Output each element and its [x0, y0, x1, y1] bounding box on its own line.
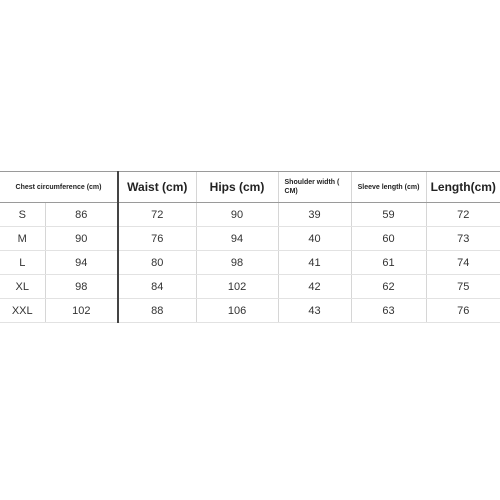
shoulder-cell: 41	[278, 251, 351, 275]
hips-cell: 94	[196, 227, 278, 251]
size-cell: S	[0, 203, 45, 227]
size-cell: L	[0, 251, 45, 275]
header-chest: Chest circumference (cm)	[0, 172, 118, 203]
length-cell: 76	[426, 299, 500, 323]
waist-cell: 72	[118, 203, 196, 227]
chest-cell: 94	[45, 251, 118, 275]
size-chart	[0, 171, 500, 321]
size-cell: XL	[0, 275, 45, 299]
table-row	[0, 275, 500, 299]
chest-cell: 98	[45, 275, 118, 299]
size-cell: M	[0, 227, 45, 251]
size-chart-table	[0, 171, 500, 323]
chest-cell: 90	[45, 227, 118, 251]
waist-cell: 88	[118, 299, 196, 323]
waist-cell: 80	[118, 251, 196, 275]
sleeve-cell: 60	[351, 227, 426, 251]
table-row	[0, 227, 500, 251]
sleeve-cell: 61	[351, 251, 426, 275]
length-cell: 72	[426, 203, 500, 227]
header-hips: Hips (cm)	[196, 172, 278, 203]
sleeve-cell: 63	[351, 299, 426, 323]
header-waist: Waist (cm)	[118, 172, 196, 203]
sleeve-cell: 59	[351, 203, 426, 227]
length-cell: 75	[426, 275, 500, 299]
shoulder-cell: 42	[278, 275, 351, 299]
chest-cell: 102	[45, 299, 118, 323]
size-cell: XXL	[0, 299, 45, 323]
header-row	[0, 172, 500, 203]
header-sleeve: Sleeve length (cm)	[351, 172, 426, 203]
table-row	[0, 251, 500, 275]
waist-cell: 76	[118, 227, 196, 251]
hips-cell: 102	[196, 275, 278, 299]
shoulder-cell: 43	[278, 299, 351, 323]
table-row	[0, 203, 500, 227]
chest-cell: 86	[45, 203, 118, 227]
hips-cell: 106	[196, 299, 278, 323]
shoulder-cell: 40	[278, 227, 351, 251]
header-length: Length(cm)	[426, 172, 500, 203]
shoulder-cell: 39	[278, 203, 351, 227]
table-row	[0, 299, 500, 323]
hips-cell: 98	[196, 251, 278, 275]
header-shoulder: Shoulder width ( CM)	[278, 172, 351, 203]
waist-cell: 84	[118, 275, 196, 299]
length-cell: 73	[426, 227, 500, 251]
length-cell: 74	[426, 251, 500, 275]
sleeve-cell: 62	[351, 275, 426, 299]
hips-cell: 90	[196, 203, 278, 227]
